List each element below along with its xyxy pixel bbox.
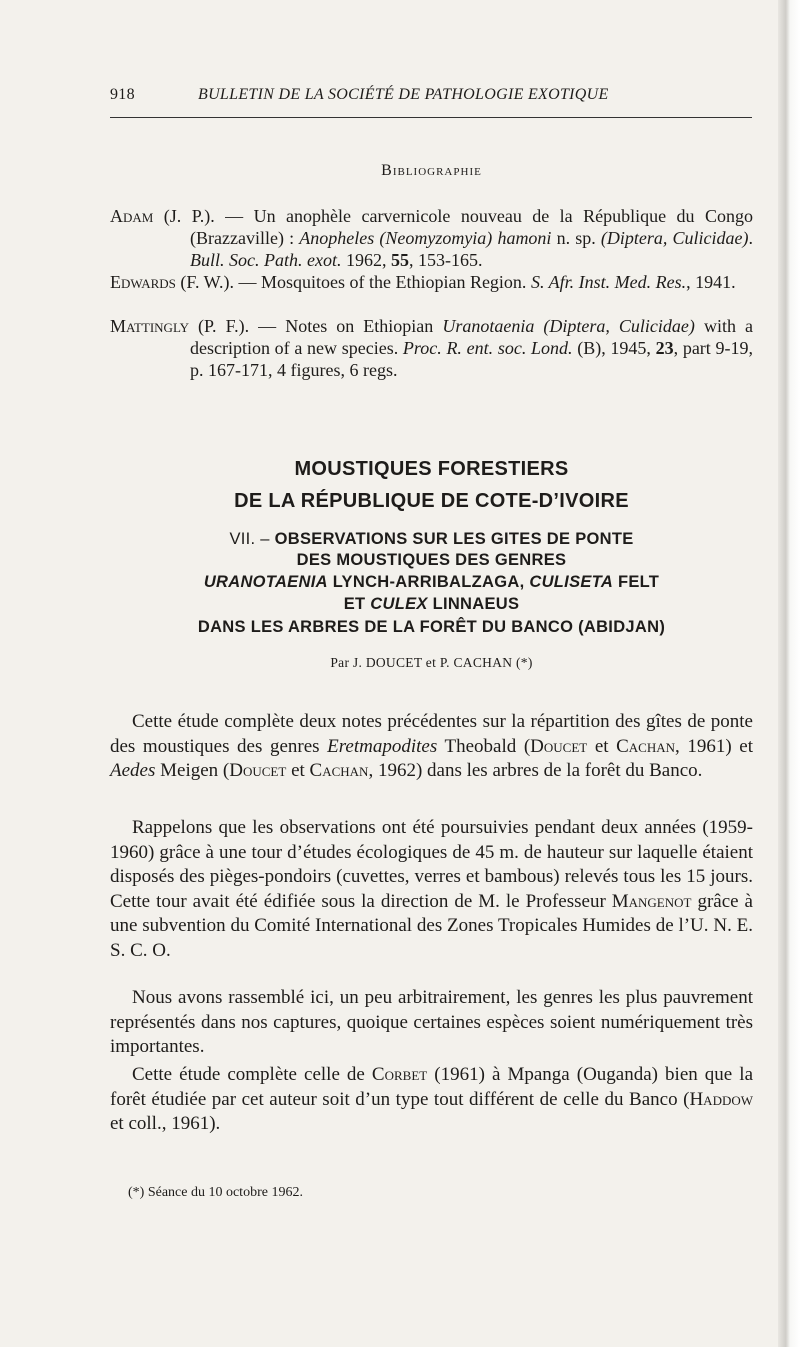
article-title-line1: MOUSTIQUES FORESTIERS	[294, 458, 569, 480]
journal-title: BULLETIN DE LA SOCIÉTÉ DE PATHOLOGIE EXOTIQUE	[198, 86, 609, 103]
para-text: grâce à une subvention du Comité International des Zones Tropicales Humides de l’U. N. E. S. C. O.	[110, 890, 753, 961]
reference-edwards	[110, 271, 753, 293]
para-text: Meigen (	[155, 760, 230, 782]
body-paragraph-1	[110, 710, 753, 784]
page-number: 918	[110, 86, 135, 103]
subtitle-genus: URANOTAENIA	[203, 573, 328, 591]
subtitle-text: FELT	[613, 573, 660, 591]
ref-author: Adam	[110, 206, 154, 226]
author-name: Corbet	[371, 1064, 428, 1085]
ref-pages: , 153-165.	[408, 250, 483, 270]
subtitle-text: OBSERVATIONS SUR LES GITES DE PONTE	[274, 530, 634, 548]
page-edge-shadow	[778, 0, 800, 1347]
para-text: , 1962) dans les arbres de la forêt du Banco.	[368, 760, 703, 782]
ref-text: (B), 1945,	[572, 338, 656, 358]
subtitle-text: ET	[343, 595, 371, 613]
ref-text: .	[748, 228, 753, 248]
ref-author: Mattingly	[110, 316, 189, 336]
author-name: Cachan	[309, 760, 369, 782]
ref-text: (P. F.). — Notes on Ethiopian	[188, 316, 443, 336]
reference-adam	[110, 205, 753, 271]
ref-author: Edwards	[110, 272, 176, 292]
article-subtitle-line5: DANS LES ARBRES DE LA FORÊT DU BANCO (ABIDJAN)	[197, 618, 666, 636]
article-subtitle-line4	[110, 595, 753, 614]
article-subtitle-line3	[110, 573, 753, 592]
ref-volume: 23	[655, 338, 674, 358]
para-text: et	[587, 735, 617, 757]
ref-journal: S. Afr. Inst. Med. Res.	[530, 272, 687, 292]
para-text: Cette étude complète deux notes précédentes sur la répartition des gîtes de ponte des moustiques des genres	[110, 711, 753, 757]
byline: Par J. DOUCET et P. CACHAN (*)	[330, 655, 533, 670]
para-text: Rappelons que les observations ont été poursuivies pendant deux années (1959-1960) grâce à une tour d’études écologiques de 45 m. de hauteur sur laquelle étaient disposés des pièges-pondoirs (cuvettes, verres et bambous) relevés tous les 15 jours. Cette tour avait été édifiée sous la direction de M. le Professeur	[110, 817, 753, 912]
subtitle-text: LINNAEUS	[427, 595, 520, 613]
para-text: et	[286, 760, 310, 782]
genus-name: Eretmapodites	[327, 735, 438, 757]
ref-journal: Proc. R. ent. soc. Lond.	[402, 338, 573, 358]
para-text: Cette étude complète celle de	[132, 1064, 372, 1085]
subtitle-prefix: VII. –	[229, 530, 275, 548]
author-name: Doucet	[229, 760, 287, 782]
author-name: Cachan	[616, 735, 676, 757]
ref-taxon: (Diptera, Culicidae)	[600, 228, 749, 248]
body-paragraph-4	[110, 1063, 753, 1137]
ref-text: n. sp.	[551, 228, 601, 248]
para-text: Theobald (	[437, 735, 531, 757]
body-paragraph-3: Nous avons rassemblé ici, un peu arbitrairement, les genres les plus pauvrement représentés dans nos captures, quoique certaines espèces soient numériquement très importantes.	[110, 987, 753, 1058]
ref-year: 1962,	[341, 250, 391, 270]
person-name: Mangenot	[611, 890, 692, 912]
bibliography-heading: Bibliographie	[381, 162, 482, 179]
subtitle-text: LYNCH-ARRIBALZAGA,	[327, 573, 530, 591]
subtitle-genus: CULISETA	[529, 573, 614, 591]
article-title-line2: DE LA RÉPUBLIQUE DE COTE-D’IVOIRE	[234, 490, 629, 512]
para-text: (1961) à Mpanga (Ouganda) bien que la forêt étudiée par cet auteur soit d’un type tout différent de celle du Banco (	[110, 1064, 754, 1110]
ref-text: , 1941.	[686, 272, 736, 292]
body-paragraph-2	[110, 816, 753, 964]
header-rule	[110, 117, 752, 118]
ref-journal: Bull. Soc. Path. exot.	[190, 250, 342, 270]
ref-text: with a description of a new species.	[190, 316, 753, 358]
ref-genus: Uranotaenia (Diptera, Culicidae)	[442, 316, 695, 336]
para-text: , 1961) et	[675, 735, 753, 757]
ref-volume: 55	[390, 250, 409, 270]
ref-species: Anopheles (Neomyzomyia) hamoni	[299, 228, 552, 248]
ref-text: (F. W.). — Mosquitoes of the Ethiopian Region.	[175, 272, 531, 292]
footnote: (*) Séance du 10 octobre 1962.	[128, 1185, 303, 1200]
author-name: Haddow	[689, 1088, 753, 1110]
author-name: Doucet	[530, 735, 588, 757]
ref-text: (J. P.). — Un anophèle carvernicole nouveau de la République du Congo (Brazzaville) :	[153, 206, 753, 248]
subtitle-genus: CULEX	[370, 595, 428, 613]
para-text: et coll., 1961).	[110, 1113, 221, 1135]
article-subtitle-line1	[110, 530, 753, 549]
article-subtitle-line2: DES MOUSTIQUES DES GENRES	[296, 551, 567, 569]
ref-text: , part 9-19, p. 167-171, 4 figures, 6 regs.	[190, 338, 753, 380]
reference-mattingly	[110, 315, 753, 381]
genus-name: Aedes	[110, 760, 156, 782]
